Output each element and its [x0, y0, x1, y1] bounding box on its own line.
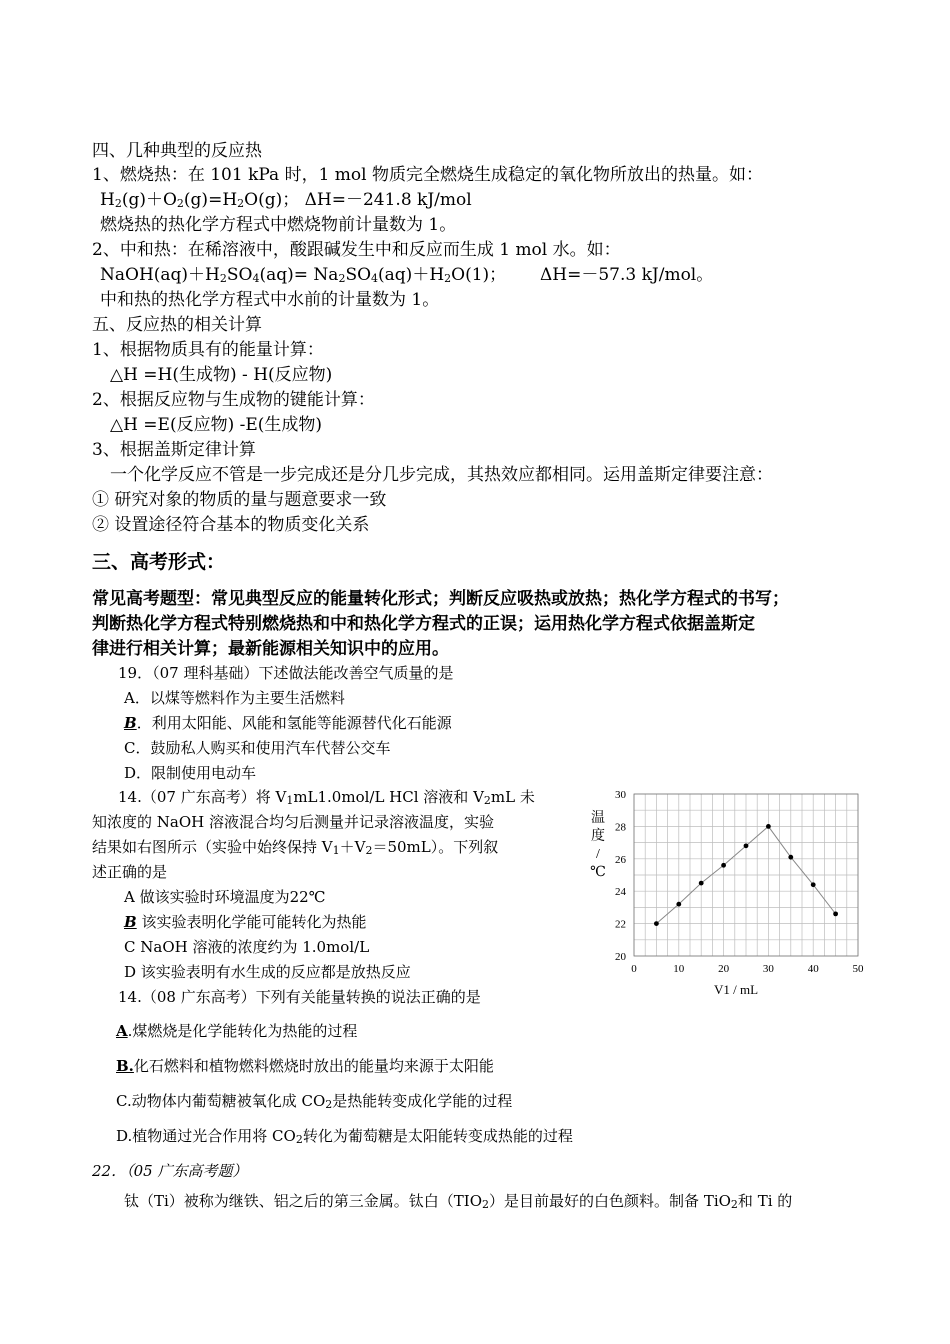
x-tick-label: 0 [631, 963, 637, 975]
y-axis-label-char: ℃ [590, 865, 606, 880]
data-point [721, 863, 726, 868]
x-tick-label: 30 [762, 963, 774, 975]
q14a-option-b: B 该实验表明化学能可能转化为热能 [124, 913, 367, 931]
hess-note-2: ② 设置途径符合基本的物质变化关系 [92, 515, 370, 535]
q14b-stem: 14.（08 广东高考）下列有关能量转换的说法正确的是 [118, 988, 481, 1006]
q14a-option-d: D 该实验表明有水生成的反应都是放热反应 [124, 963, 411, 981]
calc-method-2: 2、根据反应物与生成物的键能计算： [92, 390, 375, 410]
data-point [811, 882, 816, 887]
y-axis-label [590, 810, 606, 880]
x-axis-label: V1 / mL [713, 982, 759, 997]
q22-stem: 22．（05 广东高考题） [92, 1162, 248, 1180]
temperature-chart [580, 780, 870, 1000]
section-3-title: 三、高考形式： [92, 551, 226, 573]
q14a-line-2: 知浓度的 NaOH 溶液混合均匀后测量并记录溶液温度，实验 [92, 813, 494, 831]
q19-option-c: C．鼓励私人购买和使用汽车代替公交车 [124, 739, 391, 757]
hess-note-1: ① 研究对象的物质的量与题意要求一致 [92, 490, 387, 510]
q14b-option-a: A.煤燃烧是化学能转化为热能的过程 [116, 1022, 358, 1040]
neutralization-note: 中和热的热化学方程式中水前的计量数为 1。 [100, 290, 440, 310]
section-5-title: 五、反应热的相关计算 [92, 315, 262, 335]
y-axis-label-char: 温 [591, 811, 605, 826]
heat-of-neutralization-definition: 2、中和热：在稀溶液中，酸跟碱发生中和反应而生成 1 mol 水。如： [92, 240, 621, 260]
data-point [744, 843, 749, 848]
combustion-note: 燃烧热的热化学方程式中燃烧物前计量数为 1。 [100, 215, 457, 235]
y-tick-label: 20 [615, 951, 626, 963]
exam-types-line-3: 律进行相关计算；最新能源相关知识中的应用。 [92, 639, 449, 659]
neutralization-enthalpy: ΔH=－57.3 kJ/mol。 [540, 265, 714, 285]
q14b-option-b: B.化石燃料和植物燃料燃烧时放出的能量均来源于太阳能 [116, 1057, 494, 1075]
q14a-line-4: 述正确的是 [92, 863, 168, 881]
calc-method-1: 1、根据物质具有的能量计算： [92, 340, 324, 360]
y-tick-label: 26 [615, 853, 626, 866]
y-tick-label: 22 [615, 918, 626, 931]
q19-option-d: D．限制使用电动车 [124, 764, 257, 782]
q19-stem: 19．（07 理科基础）下述做法能改善空气质量的是 [118, 664, 454, 682]
q14a-option-a: A 做该实验时环境温度为22℃ [124, 888, 326, 906]
calc-method-3: 3、根据盖斯定律计算 [92, 440, 256, 460]
x-tick-label: 40 [807, 963, 819, 975]
heat-of-combustion-definition: 1、燃烧热：在 101 kPa 时，1 mol 物质完全燃烧生成稳定的氧化物所放出的热量。如： [92, 165, 764, 185]
x-tick-label: 50 [852, 963, 864, 975]
data-point [788, 855, 793, 860]
q14b-option-c: C.动物体内葡萄糖被氧化成 $CO_2$是热能转变成化学能的过程 [116, 1092, 513, 1111]
data-point [676, 902, 681, 907]
q22-text: 钛（Ti）被称为继铁、铝之后的第三金属。钛白$(TIO_2)$是目前最好的白色颜料。制备 TiO$_2$和 Ti 的 [124, 1192, 793, 1211]
data-point [833, 911, 838, 916]
data-point [766, 824, 771, 829]
hess-law-description: 一个化学反应不管是一步完成还是分几步完成，其热效应都相同。运用盖斯定律要注意： [110, 465, 773, 485]
data-point [654, 921, 659, 926]
q19-option-a: A．以煤等燃料作为主要生活燃料 [124, 689, 345, 707]
q19-option-b: B．利用太阳能、风能和氢能等能源替代化石能源 [124, 714, 452, 732]
y-axis-label-char: 度 [591, 829, 605, 844]
calc-equation-2: △H =E(反应物) -E(生成物) [110, 415, 323, 435]
q14a-answer-key: B [124, 913, 137, 931]
y-tick-label: 28 [615, 821, 626, 834]
chart-grid [634, 794, 858, 956]
q14a-line-1: 14.（07 广东高考）将 $V_1mL1.0mol/L$ HCl 溶液和 $V_2mL$ 未 [118, 788, 535, 807]
q14b-option-d: D.植物通过光合作用将 $CO_2$转化为葡萄糖是太阳能转变成热能的过程 [116, 1127, 573, 1146]
x-tick-label: 10 [673, 963, 685, 975]
exam-types-line-2: 判断热化学方程式特别燃烧热和中和热化学方程式的正误；运用热化学方程式依据盖斯定 [92, 614, 755, 634]
q14b-answer-key-a: A [116, 1022, 128, 1040]
combustion-equation: $H_2(g)+O_2(g)=H_2O(g)$； ΔH=－241.8 kJ/mol [100, 190, 472, 210]
q14b-answer-key-b: B. [116, 1057, 134, 1075]
data-point [699, 881, 704, 886]
section-4-title: 四、几种典型的反应热 [92, 141, 262, 161]
q19-answer-key: B [124, 714, 137, 732]
q14a-option-c: C NaOH 溶液的浓度约为 1.0mol/L [124, 938, 370, 956]
exam-types-line-1: 常见高考题型：常见典型反应的能量转化形式；判断反应吸热或放热；热化学方程式的书写； [92, 589, 789, 609]
y-tick-label: 24 [615, 886, 626, 899]
x-tick-label: 20 [718, 963, 730, 975]
neutralization-equation: $NaOH(aq)+H_2SO_4(aq)= Na_2SO_4(aq)+H_2O(1)$； [100, 265, 507, 285]
calc-equation-1: △H =H(生成物) - H(反应物) [110, 365, 333, 385]
y-tick-label: 30 [615, 789, 626, 801]
q14a-line-3: 结果如右图所示（实验中始终保持 $V_1+V_2=50mL$）。下列叙 [92, 838, 499, 857]
y-axis-label-char: / [596, 847, 600, 862]
